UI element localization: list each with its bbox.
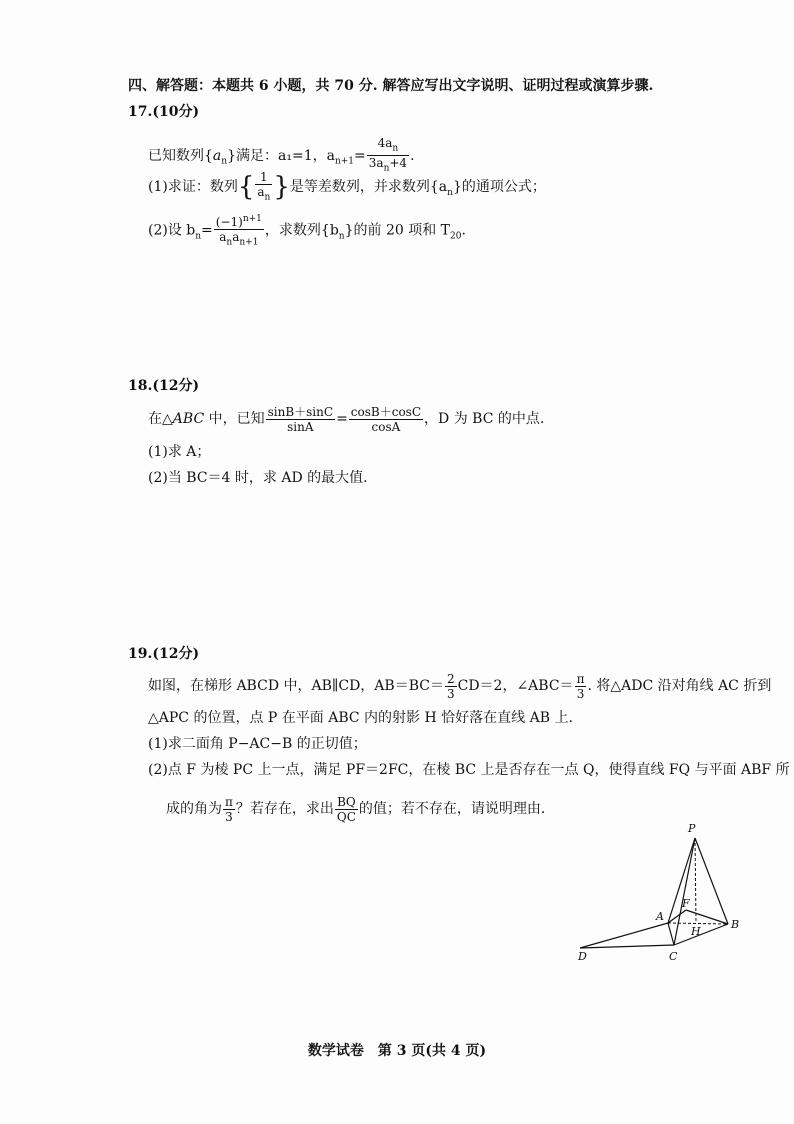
q19-part2-line2-c: 的值；若不存在，请说明理由. xyxy=(358,801,546,817)
q19-line2: △APC 的位置，点 P 在平面 ABC 内的射影 H 恰好落在直线 AB 上. xyxy=(148,710,573,726)
q17-points: (10分) xyxy=(152,104,200,120)
q19-part2-frac-num: π xyxy=(225,794,233,809)
q18-part1: (1)求 A； xyxy=(148,444,211,460)
q17-part2-frac-num: (−1) xyxy=(215,215,243,229)
q19-line1-a: 如图，在梯形 ABCD 中，AB∥CD，AB＝BC＝ xyxy=(148,678,444,694)
q18-f2-den: cosA xyxy=(371,419,401,434)
q17-eq: = xyxy=(354,147,366,164)
label-B: B xyxy=(731,918,740,931)
q18-stem-mid: 中，已知 xyxy=(204,411,265,427)
q17-frac-den: 3a xyxy=(368,156,384,171)
q17-frac-num: 4a xyxy=(377,136,393,150)
q18-cos-fraction xyxy=(349,405,423,434)
label-C: C xyxy=(669,950,678,963)
q17-part2-post2: }的前 20 项和 T xyxy=(344,222,451,239)
q18-part2: (2)当 BC＝4 时，求 AD 的最大值. xyxy=(148,470,368,486)
q19-line1-frac2-num: π xyxy=(576,671,585,686)
q19-points: (12分) xyxy=(152,646,200,662)
q17-a1-sub: n+1 xyxy=(334,156,355,167)
q19-part2-line2 xyxy=(166,792,545,826)
q19-part2-line2-b: ？若存在，求出 xyxy=(235,801,334,817)
edge-PH-hidden xyxy=(695,838,696,923)
edge-CB xyxy=(674,924,728,945)
q19-line1-c: . 将△ADC 沿对角线 AC 折到 xyxy=(587,678,772,694)
q17-stem: 已知数列$\{a_n\}$满足：a₁=1，$a_{n+1}=$ $\frac{4a_n}{3a_n+4}$ . xyxy=(148,136,415,174)
q19-ratio-fraction xyxy=(335,795,358,824)
q17-part2-pre: (2)设 b xyxy=(148,222,196,239)
q17-a1: a₁=1，a xyxy=(278,147,335,164)
q17-part2-frac-sup: n+1 xyxy=(242,214,262,224)
q17-part1-post: 是等差数列，并求数列{a xyxy=(289,179,448,196)
edge-AF xyxy=(668,910,686,923)
q17-part2-post: ，求数列{b xyxy=(264,222,339,239)
q19-angle-fraction xyxy=(223,795,235,824)
q17-part1-frac-den: a xyxy=(257,185,265,199)
section-header: 四、解答题：本题共 6 小题，共 70 分. 解答应写出文字说明、证明过程或演算步骤. xyxy=(128,78,654,94)
q17-part1-post2: }的通项公式； xyxy=(452,179,546,196)
q18-stem: 在△ABC 中，已知 $\frac{\sin B+\sin C}{\sin A}$ = $\frac{\cos B+\cos C}{\cos A}$ ，D 为 BC 的中点. xyxy=(148,404,545,434)
edge-AC xyxy=(668,923,674,945)
q19-line1-b: CD＝2，∠ABC＝ xyxy=(457,678,574,694)
q19-two-thirds xyxy=(445,672,457,701)
q19-pi-third xyxy=(575,672,587,701)
q17-part2-frac-den: a xyxy=(219,230,227,244)
pyramid-figure xyxy=(570,818,760,968)
q17-part1-fraction: $\frac{1}{a_n}$ xyxy=(257,170,271,203)
label-D: D xyxy=(578,950,587,963)
q17-part2-end: . xyxy=(461,222,466,239)
label-H: H xyxy=(691,925,701,938)
q19-part2-line2-a: 成的角为 xyxy=(166,801,222,817)
q19-part2-frac2-den: QC xyxy=(336,809,356,824)
q17-part2: (2)设 $b_n=$ $\frac{(-1)^{n+1}}{a_na_{n+1}}$ ，求数列$\{b_n\}$的前 20 项和 $T_{20}$. xyxy=(148,214,466,248)
edge-DA xyxy=(580,923,668,948)
q18-triangle: ABC xyxy=(172,411,205,427)
q17-part2-sub: 20 xyxy=(450,231,462,242)
q17-frac-den-tail: +4 xyxy=(389,156,408,171)
q18-f1-num: sinB＋sinC xyxy=(267,404,334,419)
q19-line1 xyxy=(148,670,771,702)
q17-stem-pre: 已知数列{ xyxy=(148,147,213,164)
q18-points: (12分) xyxy=(152,378,200,394)
q17-part1-pre: (1)求证：数列 xyxy=(148,179,238,196)
q19-number: 19. xyxy=(128,646,153,662)
label-P: P xyxy=(688,822,696,835)
label-F: F xyxy=(682,897,690,910)
q19-line1-frac-num: 2 xyxy=(446,671,455,686)
q18-stem-pre: 在△ xyxy=(148,411,173,427)
q17-part1-frac-num: 1 xyxy=(255,170,272,185)
edge-FB xyxy=(686,910,728,924)
q17-recurrence-fraction: $\frac{4a_n}{3a_n+4}$ xyxy=(368,136,408,174)
q18-f1-den: sinA xyxy=(287,419,314,434)
page-footer: 数学试卷 第 3 页(共 4 页) xyxy=(307,1043,487,1059)
label-A: A xyxy=(656,910,664,923)
q19-part2-frac-den: 3 xyxy=(225,809,233,824)
q18-sin-fraction xyxy=(266,405,335,434)
q17-stem-mid: }满足： xyxy=(227,147,278,164)
q19-heading xyxy=(128,644,199,664)
q18-number: 18. xyxy=(128,378,153,394)
q17-part1: (1)求证：数列{ $\frac{1}{a_n}$ }是等差数列，并求数列$\{a_n\}$的通项公式； xyxy=(148,170,546,203)
q18-heading xyxy=(128,376,199,396)
edge-PB xyxy=(695,838,728,924)
q19-part1: (1)求二面角 P−AC−B 的正切值； xyxy=(148,736,367,752)
q17-part2-fraction: $\frac{(-1)^{n+1}}{a_na_{n+1}}$ xyxy=(215,214,262,248)
q19-line1-frac2-den: 3 xyxy=(576,686,585,701)
edge-DC xyxy=(580,945,674,948)
q18-f2-num: cosB＋cosC xyxy=(350,404,422,419)
q19-line1-frac-den: 3 xyxy=(446,686,455,701)
q19-part2-line1: (2)点 F 为棱 PC 上一点，满足 PF＝2FC，在棱 BC 上是否存在一点 Q，使得直线 FQ 与平面 ABF 所 xyxy=(148,762,790,778)
q17-heading xyxy=(128,102,199,122)
q17-number: 17. xyxy=(128,104,153,120)
edge-AB-hidden xyxy=(668,923,728,924)
q18-stem-post: ，D 为 BC 的中点. xyxy=(424,411,545,427)
edge-PA xyxy=(668,838,695,923)
q19-part2-frac2-num: BQ xyxy=(335,795,358,810)
